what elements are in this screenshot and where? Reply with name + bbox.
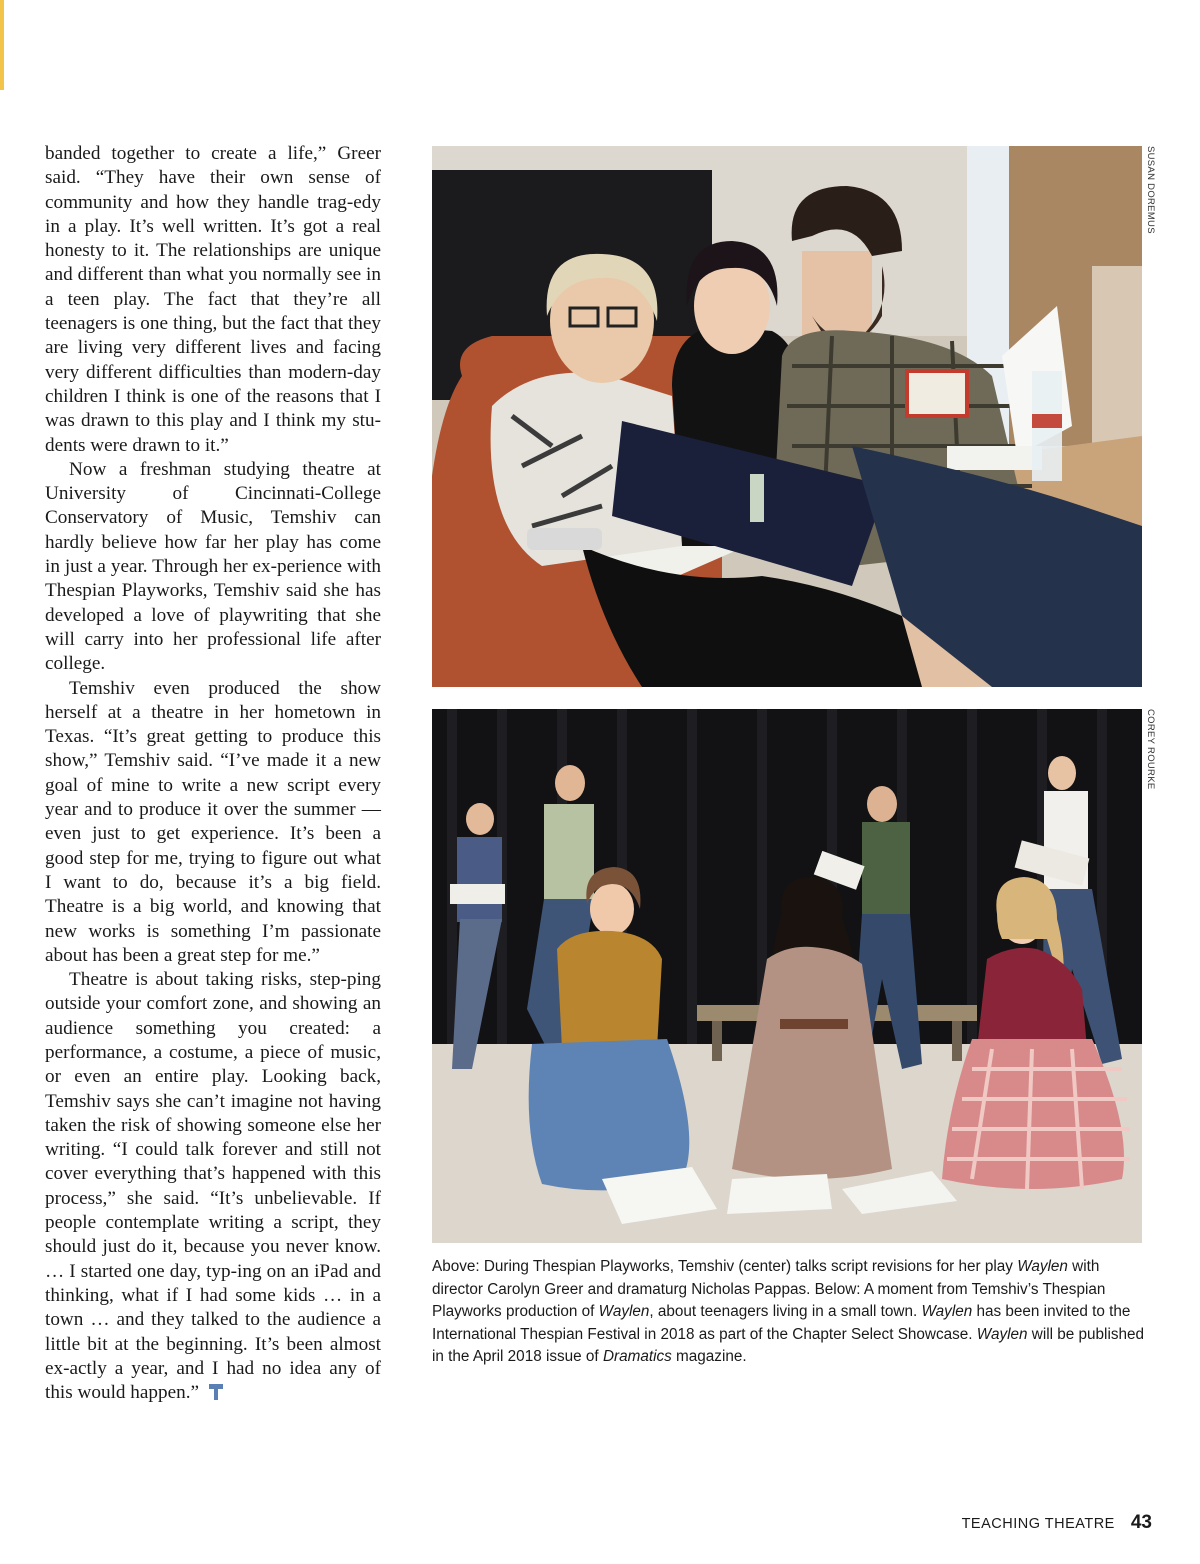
caption-title: Waylen	[598, 1303, 650, 1321]
publication-name: TEACHING THEATRE	[961, 1516, 1115, 1532]
end-of-story-icon	[209, 1384, 223, 1400]
article-paragraph: Temshiv even produced the show herself at a theatre in her hometown in Texas. “It’s great getting to produce this show,” Temshiv said. “I’ve made it a new goal of mine to write a new script every year and to produce it over the summer — even just to get experience. It’s been a good step for me, trying to figure out what I want to do, because it’s a big field. Theatre is a big world, and knowing that new works is something I’m passionate about has been a great step for me.”	[45, 677, 381, 966]
photo-credit-top: SUSAN DOREMUS	[1145, 146, 1156, 234]
page-edge-marker	[0, 0, 4, 90]
article-paragraph: banded together to create a life,” Greer said. “They have their own sense of community and how they handle trag-edy in a play. It’s well written. It’s got a real honesty to it. The relationships are unique and different than what you normally see in a teen play. The fact that they’re all teenagers is one thing, but the fact that they are living very different lives and facing very different difficulties than modern-day children I think is one of the reasons that I was drawn to this play and I think my stu-dents were drawn to it.”	[45, 143, 381, 456]
article-paragraph-text: Theatre is about taking risks, step-ping outside your comfort zone, and showing an audience something you created: a performance, a costume, a piece of music, or even an entire play. Looking back, Temshiv says she can’t imagine not having taken the risk of showing someone else her writing. “I could talk forever and still not cover everything that’s happened with this process,” she said. “It’s unbelievable. If people contemplate writing a script, they should just do it, because you never know. … I started one day, typ-ing on an iPad and thinking, what if I had some kids … in a town … and they talked to the audience a little bit at the beginning. It’s been almost ex-actly a year, and I had no idea any of this would happen.”	[45, 969, 381, 1404]
photo-credit-bottom: COREY ROURKE	[1145, 709, 1156, 790]
caption-text: will be published in the April 2018 issue of	[432, 1325, 1145, 1366]
caption-title: Waylen	[921, 1303, 973, 1321]
page-number: 43	[1130, 1512, 1152, 1533]
caption-text: with director Carolyn Greer and dramaturg Nicholas Pappas. Below: A moment from Temshiv’s Thespian Playworks production of	[432, 1258, 1106, 1321]
caption-text: Above: During Thespian Playworks, Temshiv (center) talks script revisions for her play	[432, 1258, 1018, 1275]
caption-title: Dramatics	[602, 1348, 672, 1366]
caption-text: , about teenagers living in a small town.	[649, 1303, 922, 1321]
caption-title: Waylen	[976, 1325, 1028, 1343]
caption-title: Waylen	[1017, 1258, 1068, 1275]
photo-waylen-production	[432, 709, 1142, 1243]
page-footer	[962, 1512, 1152, 1534]
photo-caption	[432, 1256, 1144, 1369]
article-paragraph: Now a freshman studying theatre at University of Cincinnati-College Conservatory of Music, Temshiv can hardly believe how far her play has come in just a year. Through her ex-perience with Thespian Playworks, Temshiv said she has developed a love of playwriting that she will carry into her professional life after college.	[45, 458, 381, 675]
article-paragraph-last	[45, 968, 381, 1405]
photo-script-revisions	[432, 146, 1142, 687]
article-body-column	[45, 142, 381, 1405]
caption-text: magazine.	[671, 1348, 747, 1366]
caption-text: has been invited to the International Thespian Festival in 2018 as part of the Chapter Select Showcase.	[432, 1303, 1131, 1343]
